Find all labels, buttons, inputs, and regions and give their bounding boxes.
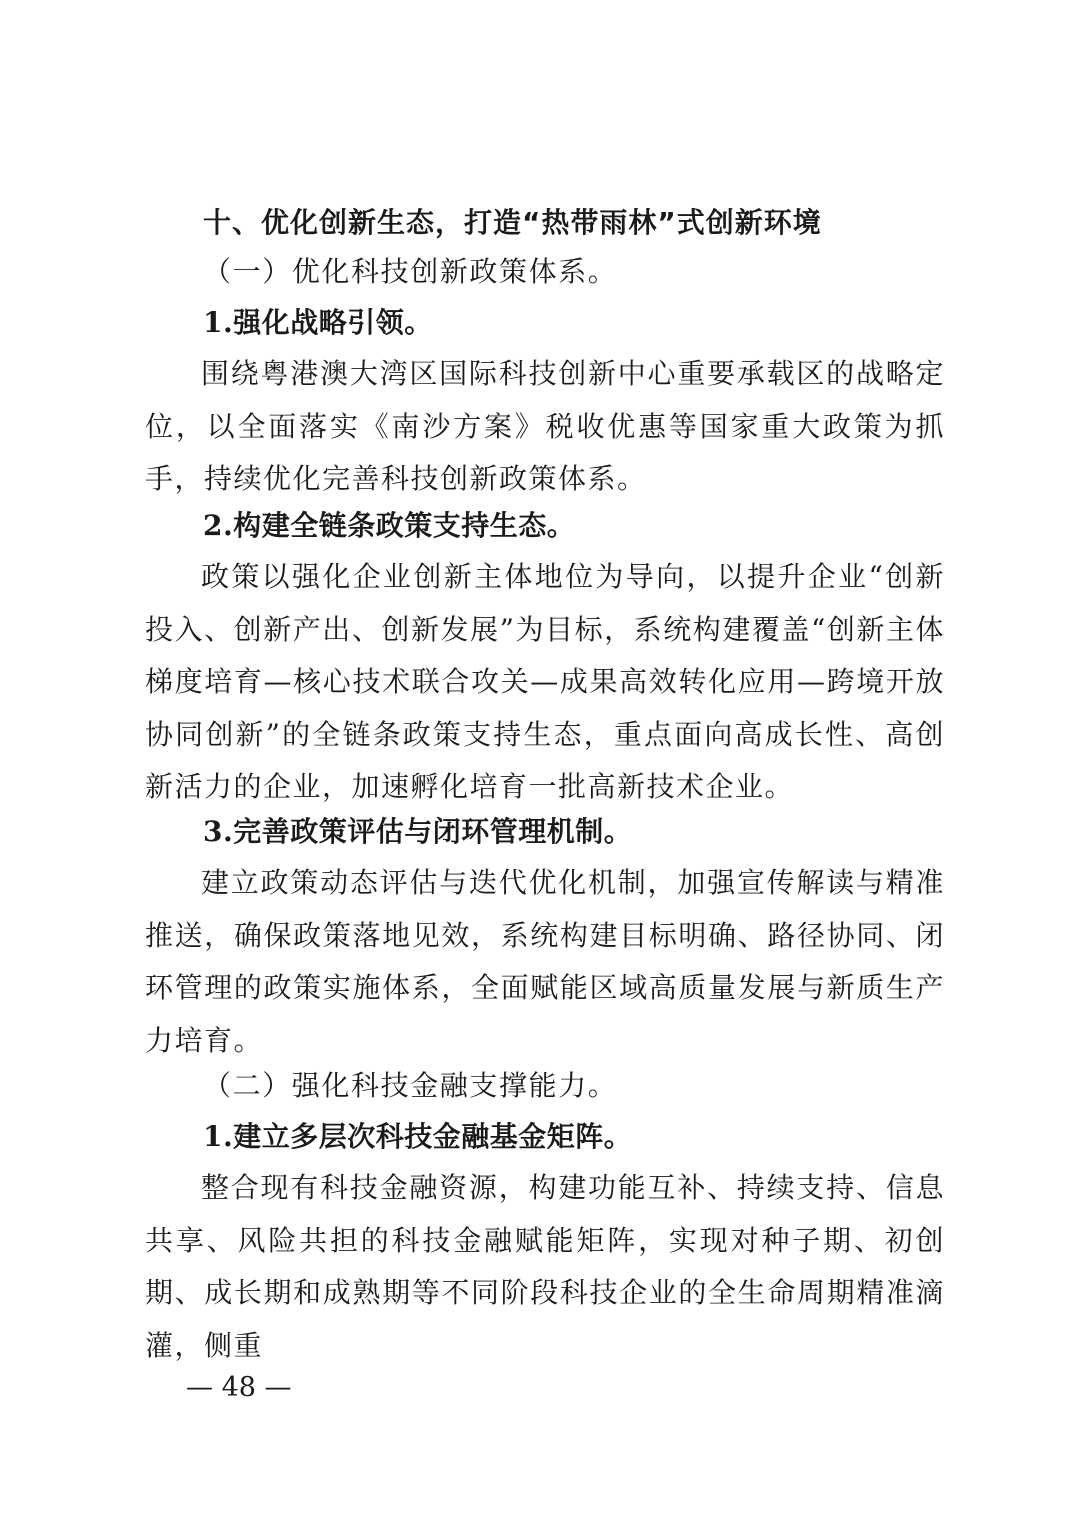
subsection-heading-2: （二）强化科技金融支撑能力。 [203, 1069, 618, 1102]
item-paragraph-2-1: 整合现有科技金融资源，构建功能互补、持续支持、信息共享、风险共担的科技金融赋能矩阵，实现对种子期、初创期、成长期和成熟期等不同阶段科技企业的全生命周期精准滴灌，侧重 [145, 1171, 945, 1362]
item-heading-1-2: 2.构建全链条政策支持生态。 [203, 509, 576, 542]
section-title: 十、优化创新生态，打造“热带雨林”式创新环境 [203, 206, 822, 239]
item-paragraph-1-3: 建立政策动态评估与迭代优化机制，加强宣传解读与精准推送，确保政策落地见效，系统构建目标明确、路径协同、闭环管理的政策实施体系，全面赋能区域高质量发展与新质生产力培育。 [145, 866, 945, 1057]
item-heading-1-1: 1.强化战略引领。 [203, 306, 433, 339]
item-paragraph-1-2: 政策以强化企业创新主体地位为导向，以提升企业“创新投入、创新产出、创新发展”为目标，系统构建覆盖“创新主体梯度培育—核心技术联合攻关—成果高效转化应用—跨境开放协同创新”的全链条政策支持生态，重点面向高成长性、高创新活力的企业，加速孵化培育一批高新技术企业。 [145, 560, 945, 803]
page-number: — 48 — [186, 1372, 292, 1403]
item-heading-2-1: 1.建立多层次科技金融基金矩阵。 [203, 1120, 633, 1153]
item-heading-1-3: 3.完善政策评估与闭环管理机制。 [203, 815, 633, 848]
item-paragraph-1-1: 围绕粤港澳大湾区国际科技创新中心重要承载区的战略定位，以全面落实《南沙方案》税收优惠等国家重大政策为抓手，持续优化完善科技创新政策体系。 [145, 357, 945, 495]
subsection-heading-1: （一）优化科技创新政策体系。 [203, 255, 618, 288]
